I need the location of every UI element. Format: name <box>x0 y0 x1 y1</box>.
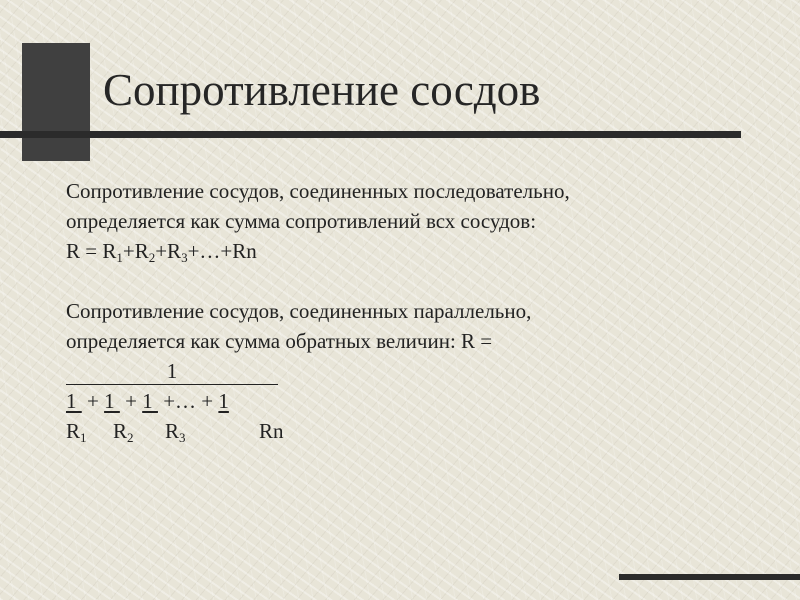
title-divider <box>0 131 741 138</box>
denominator-r2-letter: R <box>113 419 128 443</box>
reciprocal-term-4: 1 <box>218 389 229 413</box>
formula-sub-3: 3 <box>181 250 188 265</box>
reciprocal-term-2: 1 <box>104 389 120 413</box>
denominator-r1 <box>66 416 113 446</box>
title-accent-block <box>22 43 90 161</box>
denominator-r3 <box>165 416 259 446</box>
fraction-numerator: 1 <box>66 358 278 385</box>
reciprocal-term-1: 1 <box>66 389 82 413</box>
formula-sub-2: 2 <box>148 250 156 265</box>
denominator-r3-sub: 3 <box>179 430 186 445</box>
denominator-rn: Rn <box>259 419 284 443</box>
parallel-text-line-2: определяется как сумма обратных величин: R = <box>66 329 493 353</box>
denominator-r2 <box>113 416 165 446</box>
reciprocal-terms-line <box>66 386 786 416</box>
denominator-r1-letter: R <box>66 419 81 443</box>
slide-title: Сопротивление сосдов <box>103 65 541 115</box>
reciprocal-term-3: 1 <box>142 389 158 413</box>
formula-tail: +…+Rn <box>187 239 257 263</box>
plus-sign-2: + <box>119 389 143 413</box>
paragraph-spacer <box>66 266 786 296</box>
slide-body <box>66 176 786 446</box>
denominators-line <box>66 416 786 446</box>
formula-plus-2: +R <box>155 239 182 263</box>
denominator-r2-sub: 2 <box>127 430 134 445</box>
plus-sign-3: +… + <box>157 389 219 413</box>
formula-plus-1: +R <box>122 239 149 263</box>
footer-divider <box>619 574 800 580</box>
denominator-r3-letter: R <box>165 419 180 443</box>
plus-sign-1: + <box>81 389 105 413</box>
formula-sub-1: 1 <box>116 250 123 265</box>
series-text-line-2: определяется как сумма сопротивлений всх сосудов: <box>66 209 537 233</box>
series-formula <box>66 236 786 266</box>
formula-lhs: R = R <box>66 239 117 263</box>
fraction-numerator-line <box>66 356 786 386</box>
parallel-text-line-1: Сопротивление сосудов, соединенных параллельно, <box>66 299 532 323</box>
series-text-line-1: Сопротивление сосудов, соединенных последовательно, <box>66 179 570 203</box>
denominator-r1-sub: 1 <box>80 430 87 445</box>
